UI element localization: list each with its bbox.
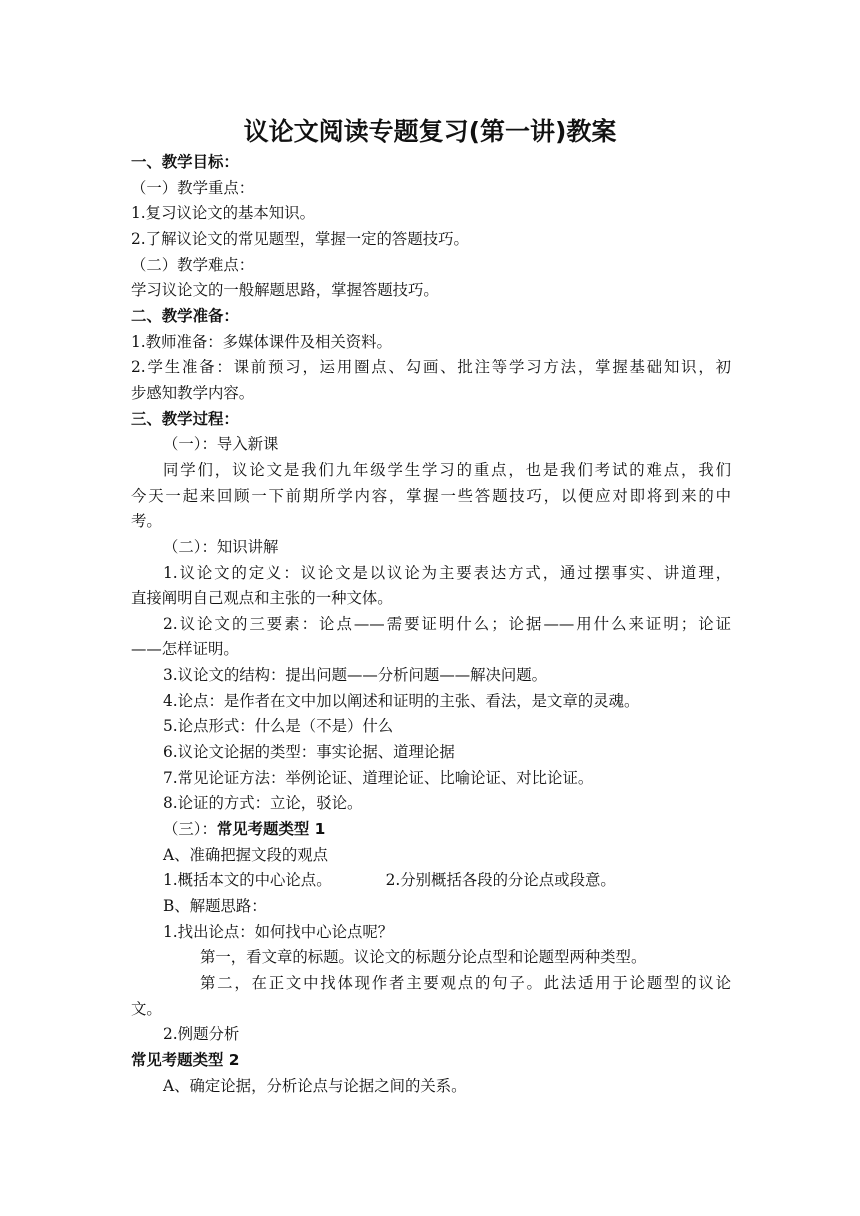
- subheading: （二）教学难点：: [131, 255, 255, 274]
- subheading: （二）：知识讲解: [163, 537, 279, 556]
- section-heading: 二、教学准备：: [131, 306, 239, 325]
- paragraph-line: 8.论证的方式：立论，驳论。: [163, 794, 363, 813]
- paragraph-line: A、准确把握文段的观点: [163, 845, 329, 864]
- paragraph-line: 5.论点形式：什么是（不是）什么: [163, 717, 394, 736]
- document-title: 议论文阅读专题复习(第一讲)教案: [243, 117, 617, 146]
- paragraph-line: 2.了解议论文的常见题型，掌握一定的答题技巧。: [131, 229, 469, 248]
- paragraph-line: 4.论点：是作者在文中加以阐述和证明的主张、看法，是文章的灵魂。: [163, 691, 640, 710]
- paragraph-line-pair: [131, 868, 731, 894]
- subheading: （一）教学重点：: [131, 178, 255, 197]
- document-body: [131, 150, 731, 1099]
- paragraph-line: 第一，看文章的标题。议论文的标题分论点型和论题型两种类型。: [200, 948, 647, 967]
- paragraph-line: ——怎样证明。: [131, 640, 239, 659]
- question-type-label: 常见考题类型 1: [216, 820, 326, 839]
- section-heading: 三、教学过程：: [131, 409, 239, 428]
- paragraph-fragment: 1.概括本文的中心论点。: [163, 871, 332, 890]
- paragraph-line: B、解题思路：: [163, 897, 267, 916]
- paragraph-line: 步感知教学内容。: [131, 383, 255, 402]
- paragraph-line: 文。: [131, 999, 162, 1018]
- paragraph-line: 1.复习议论文的基本知识。: [131, 204, 315, 223]
- subheading-question-type-1: [131, 817, 731, 843]
- paragraph-line: 2.学生准备：课前预习，运用圈点、勾画、批注等学习方法，掌握基础知识，初: [131, 358, 731, 377]
- paragraph-line: 今天一起来回顾一下前期所学内容，掌握一些答题技巧，以便应对即将到来的中: [131, 486, 731, 505]
- paragraph-line: 同学们，议论文是我们九年级学生学习的重点，也是我们考试的难点，我们: [163, 460, 731, 479]
- paragraph-line: 学习议论文的一般解题思路，掌握答题技巧。: [131, 281, 439, 300]
- paragraph-line: 第二，在正文中找体现作者主要观点的句子。此法适用于论题型的议论: [200, 974, 731, 992]
- section-heading: 一、教学目标：: [131, 153, 239, 171]
- paragraph-line: 直接阐明自己观点和主张的一种文体。: [131, 589, 393, 608]
- subheading: （一）：导入新课: [163, 435, 279, 454]
- paragraph-line: A、确定论据，分析论点与论据之间的关系。: [163, 1076, 467, 1095]
- paragraph-line: 1.找出论点：如何找中心论点呢？: [163, 922, 394, 941]
- paragraph-line: 3.议论文的结构：提出问题——分析问题——解决问题。: [163, 666, 548, 685]
- paragraph-line: 考。: [131, 512, 162, 531]
- subheading-prefix: （三）：: [163, 820, 217, 839]
- paragraph-line: 2.例题分析: [163, 1025, 240, 1044]
- paragraph-line: 2.议论文的三要素：论点——需要证明什么；论据——用什么来证明；论证: [163, 614, 731, 633]
- paragraph-line: 6.议论文论据的类型：事实论据、道理论据: [163, 743, 455, 762]
- section-heading: 常见考题类型 2: [131, 1050, 240, 1069]
- paragraph-line: 1.教师准备：多媒体课件及相关资料。: [131, 332, 392, 351]
- paragraph-fragment: 2.分别概括各段的分论点或段意。: [385, 871, 616, 890]
- paragraph-line: 1.议论文的定义：议论文是以议论为主要表达方式，通过摆事实、讲道理，: [163, 563, 731, 582]
- paragraph-line: 7.常见论证方法：举例论证、道理论证、比喻论证、对比论证。: [163, 768, 594, 787]
